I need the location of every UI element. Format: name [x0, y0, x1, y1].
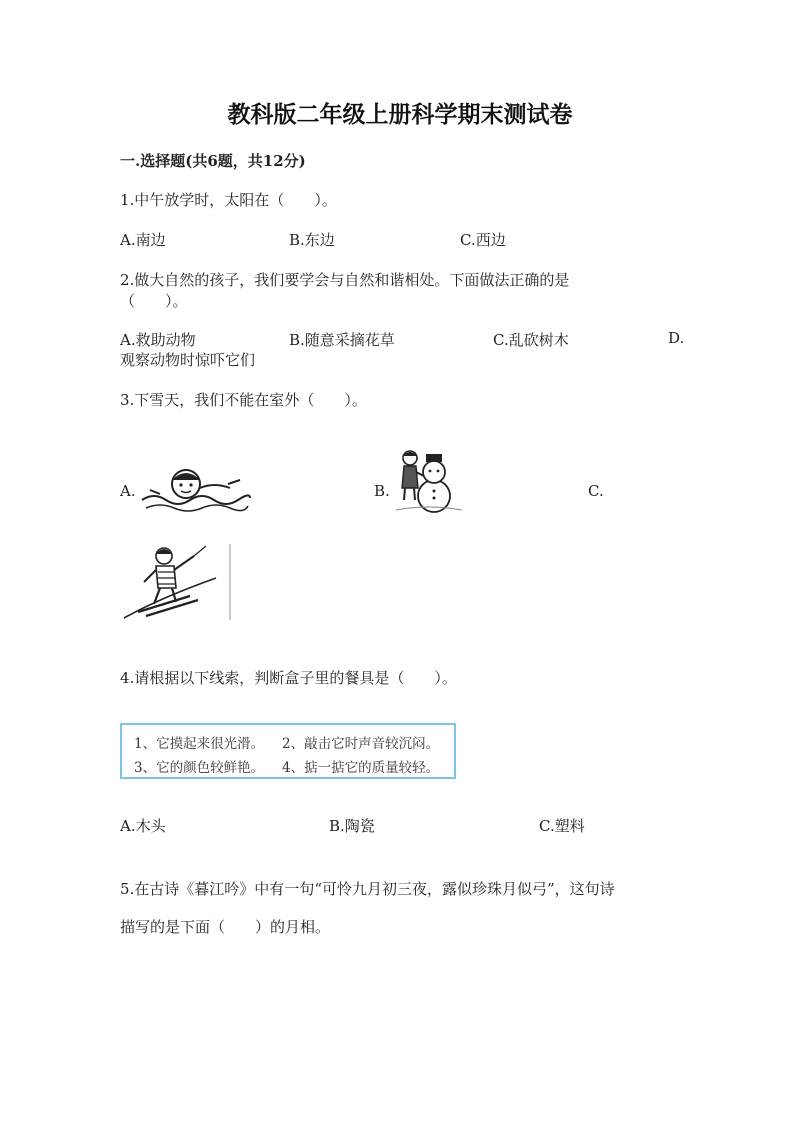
question-2-stem-line1: 2.做大自然的孩子，我们要学会与自然和谐相处。下面做法正确的是	[120, 271, 570, 289]
question-2-option-c[interactable]: C.乱砍树木	[493, 331, 569, 349]
question-4-option-a[interactable]: A.木头	[120, 817, 166, 835]
question-4-stem: 4.请根据以下线索，判断盒子里的餐具是（ ）。	[120, 669, 457, 687]
question-5-stem-line2: 描写的是下面（ ）的月相。	[120, 918, 331, 936]
question-2-option-d-text: 观察动物时惊吓它们	[120, 351, 256, 369]
question-1-stem: 1.中午放学时，太阳在（ ）。	[120, 191, 337, 209]
question-2-option-d[interactable]: D.	[668, 329, 685, 347]
question-4-option-c[interactable]: C.塑料	[539, 817, 585, 835]
skiing-child-image	[120, 542, 232, 624]
clue-2: 2、敲击它时声音较沉闷。	[282, 736, 440, 752]
question-2-option-b[interactable]: B.随意采摘花草	[289, 331, 395, 349]
clue-box	[120, 723, 456, 779]
question-3-option-c[interactable]: C.	[588, 482, 604, 500]
question-3-option-a[interactable]: A.	[120, 482, 136, 500]
question-1-option-b[interactable]: B.东边	[289, 231, 335, 249]
section-heading: 一.选择题(共6题，共12分)	[120, 152, 306, 170]
question-1-option-c[interactable]: C.西边	[460, 231, 506, 249]
clue-3: 3、它的颜色较鲜艳。	[134, 760, 265, 776]
question-2-option-a[interactable]: A.救助动物	[120, 331, 196, 349]
swimming-child-image	[140, 462, 252, 518]
page-title: 教科版二年级上册科学期末测试卷	[227, 101, 573, 128]
question-1-option-a[interactable]: A.南边	[120, 231, 166, 249]
clue-1: 1、它摸起来很光滑。	[134, 736, 265, 752]
question-3-stem: 3.下雪天，我们不能在室外（ ）。	[120, 391, 367, 409]
question-4-option-b[interactable]: B.陶瓷	[329, 817, 375, 835]
question-5-stem-line1: 5.在古诗《暮江吟》中有一句“可怜九月初三夜，露似珍珠月似弓”，这句诗	[120, 880, 615, 898]
snowman-child-image	[392, 444, 464, 516]
question-2-stem-line2: （ ）。	[120, 292, 188, 310]
question-3-option-b[interactable]: B.	[374, 482, 390, 500]
clue-4: 4、掂一掂它的质量较轻。	[282, 760, 440, 776]
